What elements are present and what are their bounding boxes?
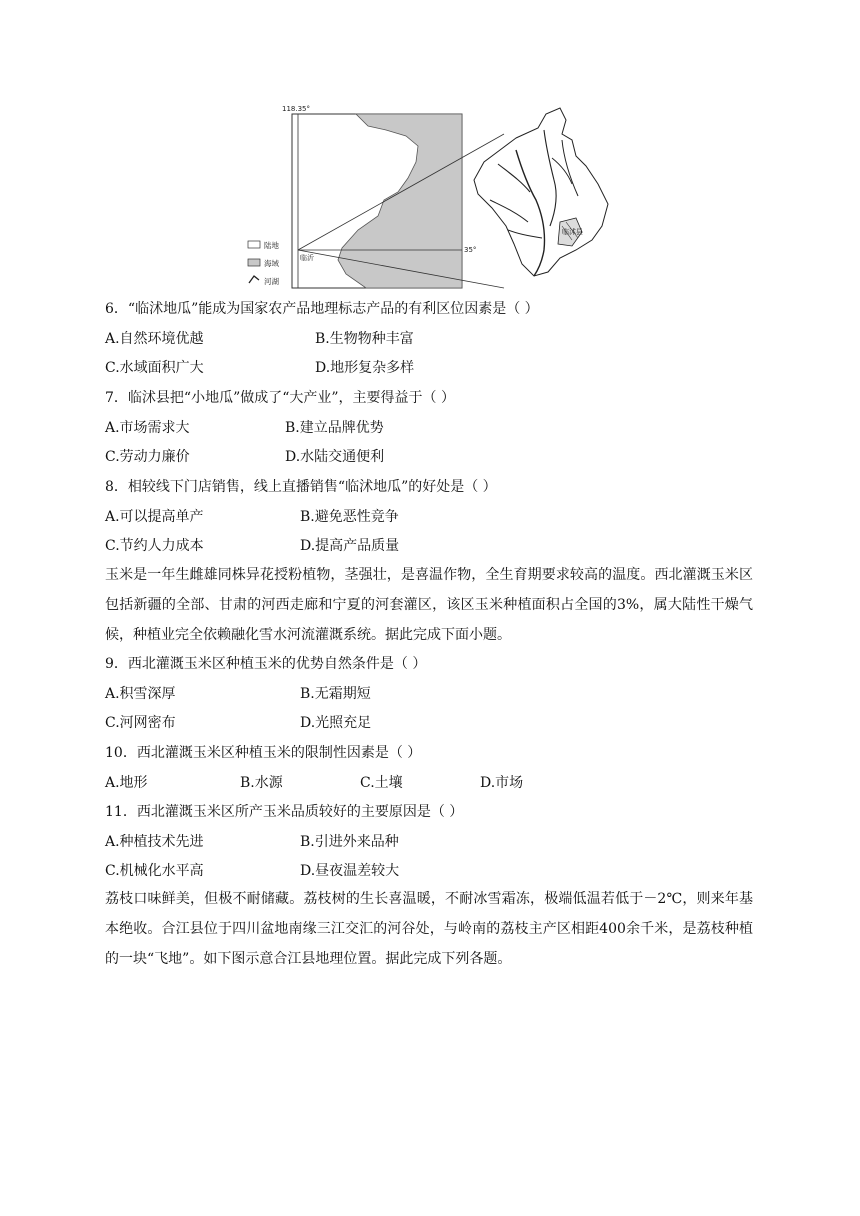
lychee-passage: 荔枝口味鲜美，但极不耐储藏。荔枝树的生长喜温暖，不耐冰雪霜冻，极端低温若低于－2℃，则来年基本绝收。合江县位于四川盆地南缘三江交汇的河谷处，与岭南的荔枝主产区相距400余千米，是荔枝种植的一块“飞地”。如下图示意合江县地理位置。据此完成下列各题。 (105, 891, 753, 967)
q6-option-c: C.水域面积广大 (105, 360, 204, 376)
q10-option-b: B.水源 (240, 775, 283, 791)
q6-option-b: B.生物物种丰富 (315, 331, 414, 347)
q9-option-a: A.积雪深厚 (105, 686, 176, 702)
corn-passage: 玉米是一年生雌雄同株异花授粉植物，茎强壮，是喜温作物，全生育期要求较高的温度。西北灌溉玉米区包括新疆的全部、甘肃的河西走廊和宁夏的河套灌区，该区玉米种植面积占全国的3%，属大陆性干燥气候，种植业完全依赖融化雪水河流灌溉系统。据此完成下面小题。 (105, 567, 753, 643)
q10-option-c: C.土壤 (360, 775, 403, 791)
q7-option-a: A.市场需求大 (105, 420, 190, 436)
q8-option-b: B.避免恶性竞争 (300, 509, 399, 525)
q9-option-b: B.无霜期短 (300, 686, 371, 702)
q8-option-a: A.可以提高单产 (105, 509, 204, 525)
longitude-label: 118.35° (282, 105, 310, 113)
county-label: 临沭县 (562, 228, 583, 236)
q8-option-c: C.节约人力成本 (105, 538, 204, 554)
question-11-stem: 11．西北灌溉玉米区所产玉米品质较好的主要原因是（ ） (105, 804, 464, 820)
question-10-stem: 10．西北灌溉玉米区种植玉米的限制性因素是（ ） (105, 745, 422, 761)
q8-option-d: D.提高产品质量 (300, 538, 400, 554)
question-8-stem: 8．相较线下门店销售，线上直播销售“临沭地瓜”的好处是（ ） (105, 479, 497, 495)
legend-sea-swatch (248, 259, 260, 266)
q6-option-a: A.自然环境优越 (105, 331, 204, 347)
q7-option-b: B.建立品牌优势 (285, 420, 384, 436)
q9-option-d: D.光照充足 (300, 715, 372, 731)
q11-option-c: C.机械化水平高 (105, 863, 204, 879)
legend-river-label: 河湖 (264, 277, 279, 286)
q10-option-d: D.市场 (480, 775, 524, 791)
location-map-figure (246, 100, 618, 292)
q6-option-d: D.地形复杂多样 (315, 360, 415, 376)
legend-land-swatch (248, 241, 260, 248)
q9-option-c: C.河网密布 (105, 715, 176, 731)
prefecture-outline (474, 108, 608, 276)
question-9-stem: 9．西北灌溉玉米区种植玉米的优势自然条件是（ ） (105, 656, 427, 672)
q11-option-d: D.昼夜温差较大 (300, 863, 400, 879)
q11-option-b: B.引进外来品种 (300, 834, 399, 850)
q10-option-a: A.地形 (105, 775, 148, 791)
question-6-stem: 6．“临沭地瓜”能成为国家农产品地理标志产品的有利区位因素是（ ） (105, 301, 539, 317)
q11-option-a: A.种植技术先进 (105, 834, 204, 850)
question-7-stem: 7．临沭县把“小地瓜”做成了“大产业”，主要得益于（ ） (105, 390, 455, 406)
city-label: 临沂 (300, 254, 314, 262)
legend-sea-label: 海域 (264, 259, 279, 268)
q7-option-d: D.水陆交通便利 (285, 449, 385, 465)
q7-option-c: C.劳动力廉价 (105, 449, 190, 465)
legend-land-label: 陆地 (264, 241, 279, 250)
location-map (246, 100, 618, 292)
legend-river-icon (249, 276, 259, 283)
latitude-label: 35° (464, 246, 477, 254)
